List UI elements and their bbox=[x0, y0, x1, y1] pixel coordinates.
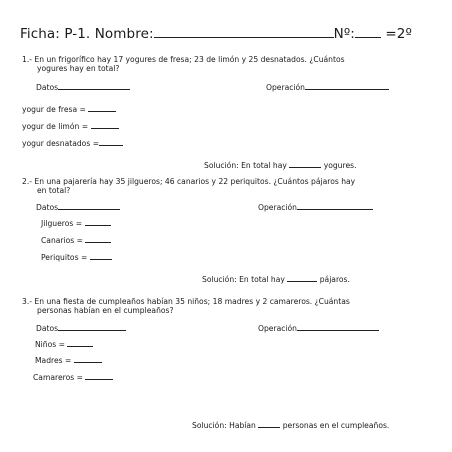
worksheet-header bbox=[20, 25, 412, 42]
problem-1-solution-blank[interactable] bbox=[289, 158, 321, 168]
problem-2-item-2-blank[interactable] bbox=[85, 233, 111, 243]
problem-2-datos-label: Datos bbox=[36, 203, 59, 212]
problem-1-item-3-blank[interactable] bbox=[99, 136, 123, 146]
problem-3-solution-prefix: Solución: Habían bbox=[192, 421, 256, 430]
problem-1-operacion bbox=[266, 80, 389, 92]
problem-3-text-2: personas habían en el cumpleaños? bbox=[37, 306, 174, 315]
nombre-blank[interactable] bbox=[154, 25, 334, 38]
problem-2-item-3 bbox=[41, 250, 112, 262]
problem-2-item-2-label: Canarios = bbox=[41, 236, 84, 245]
problem-1-text-2: yogures hay en total? bbox=[37, 64, 120, 73]
problem-2-item-3-label: Periquitos = bbox=[41, 253, 88, 262]
problem-3-solution bbox=[192, 418, 389, 430]
problem-1-operacion-label: Operación bbox=[266, 83, 305, 92]
problem-1-text-1: En un frigorífico hay 17 yogures de fresa; 23 de limón y 25 desnatados. ¿Cuántos bbox=[34, 55, 345, 64]
problem-2-number: 2.- bbox=[22, 177, 32, 186]
problem-3-operacion-underline bbox=[297, 321, 379, 331]
problem-2-operacion-label: Operación bbox=[258, 203, 297, 212]
problem-2-line-1 bbox=[22, 177, 355, 186]
problem-1-number: 1.- bbox=[22, 55, 32, 64]
problem-2-solution bbox=[202, 272, 350, 284]
problem-3-item-2 bbox=[35, 353, 102, 365]
problem-1-solution-prefix: Solución: En total hay bbox=[204, 161, 287, 170]
problem-1-item-2-blank[interactable] bbox=[91, 119, 119, 129]
problem-3-item-2-label: Madres = bbox=[35, 356, 72, 365]
problem-3-item-2-blank[interactable] bbox=[74, 353, 102, 363]
problem-2-operacion-underline bbox=[297, 200, 373, 210]
problem-3-number: 3.- bbox=[22, 297, 32, 306]
problem-2-solution-prefix: Solución: En total hay bbox=[202, 275, 285, 284]
curso-label: =2º bbox=[385, 26, 412, 42]
problem-1-item-1-blank[interactable] bbox=[88, 102, 116, 112]
problem-1-datos-underline bbox=[58, 80, 130, 90]
problem-3-item-3-label: Camareros = bbox=[33, 373, 83, 382]
problem-3-datos-label: Datos bbox=[36, 324, 59, 333]
problem-2-text-1: En una pajarería hay 35 jilgueros; 46 canarios y 22 periquitos. ¿Cuántos pájaros hay bbox=[34, 177, 356, 186]
numero-blank[interactable] bbox=[355, 25, 381, 38]
problem-3-text-1: En una fiesta de cumpleaños habían 35 niños; 18 madres y 2 camareros. ¿Cuántas bbox=[34, 297, 350, 306]
problem-1-item-1 bbox=[22, 102, 116, 114]
problem-2-datos bbox=[36, 200, 120, 212]
problem-3-datos bbox=[36, 321, 126, 333]
problem-3-operacion-label: Operación bbox=[258, 324, 297, 333]
nombre-label: Nombre: bbox=[94, 26, 154, 42]
problem-1-datos bbox=[36, 80, 130, 92]
problem-1-item-2-label: yogur de limón = bbox=[22, 122, 89, 131]
problem-3-item-3-blank[interactable] bbox=[85, 370, 113, 380]
problem-2-item-1-label: Jilgueros = bbox=[41, 219, 83, 228]
problem-2-text-2: en total? bbox=[37, 186, 71, 195]
problem-1-item-2 bbox=[22, 119, 119, 131]
problem-1-item-3-label: yogur desnatados = bbox=[22, 139, 100, 148]
numero-label: Nº: bbox=[333, 26, 355, 42]
problem-3-operacion bbox=[258, 321, 379, 333]
problem-2-item-3-blank[interactable] bbox=[90, 250, 112, 260]
problem-2-item-1 bbox=[41, 216, 111, 228]
problem-1-datos-label: Datos bbox=[36, 83, 59, 92]
problem-3-solution-blank[interactable] bbox=[258, 418, 280, 428]
problem-3-item-3 bbox=[33, 370, 113, 382]
problem-2-solution-suffix: pájaros. bbox=[319, 275, 350, 284]
problem-2-item-1-blank[interactable] bbox=[85, 216, 111, 226]
problem-1-item-3 bbox=[22, 136, 123, 148]
problem-3-solution-suffix: personas en el cumpleaños. bbox=[282, 421, 390, 430]
problem-3-item-1-blank[interactable] bbox=[67, 337, 93, 347]
problem-1-operacion-underline bbox=[305, 80, 389, 90]
problem-2-operacion bbox=[258, 200, 373, 212]
problem-3-datos-underline bbox=[58, 321, 126, 331]
problem-2-item-2 bbox=[41, 233, 111, 245]
problem-1-solution bbox=[204, 158, 357, 170]
problem-1-line-1 bbox=[22, 55, 345, 64]
problem-2-datos-underline bbox=[58, 200, 120, 210]
problem-3-item-1 bbox=[35, 337, 93, 349]
problem-3-line-1 bbox=[22, 297, 350, 306]
problem-1-solution-suffix: yogures. bbox=[323, 161, 357, 170]
ficha-label: Ficha: P-1. bbox=[20, 26, 91, 42]
problem-3-item-1-label: Niños = bbox=[35, 340, 65, 349]
problem-2-solution-blank[interactable] bbox=[287, 272, 317, 282]
problem-1-item-1-label: yogur de fresa = bbox=[22, 105, 86, 114]
